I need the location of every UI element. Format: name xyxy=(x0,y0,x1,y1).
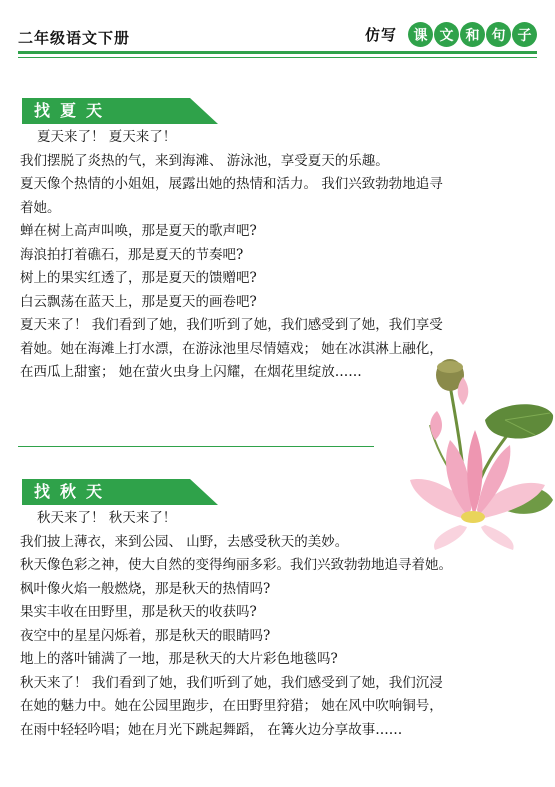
paragraph-line: 着她。她在海滩上打水漂，在游泳池里尽情嬉戏； 她在冰淇淋上融化， xyxy=(20,340,443,357)
page-header-title: 二年级语文下册 xyxy=(18,29,131,47)
paragraph-line: 枫叶像火焰一般燃烧，那是秋天的热情吗? xyxy=(20,580,271,597)
paragraph-line: 着她。 xyxy=(20,199,61,216)
paragraph-line: 白云飘荡在蓝天上，那是夏天的画卷吧? xyxy=(20,293,257,310)
paragraph-line: 夏天来了！ 我们看到了她，我们听到了她，我们感受到了她，我们享受 xyxy=(20,317,443,333)
lotus-flower-illustration xyxy=(405,345,555,555)
paragraph-line: 树上的果实红透了，那是夏天的馈赠吧? xyxy=(20,270,257,286)
paragraph-line: 夜空中的星星闪烁着，那是秋天的眼睛吗? xyxy=(20,627,271,644)
tag-char: 文 xyxy=(434,22,459,47)
header-rule-thick xyxy=(18,51,537,54)
section-divider xyxy=(18,446,374,447)
paragraph-line: 地上的落叶铺满了一地，那是秋天的大片彩色地毯吗? xyxy=(20,651,338,667)
header-label: 仿写 xyxy=(364,26,397,44)
section-banner-autumn xyxy=(22,479,218,505)
paragraph-line: 秋天像色彩之神，使大自然的变得绚丽多彩。我们兴致勃勃地追寻着她。 xyxy=(20,557,452,573)
paragraph-line: 夏天像个热情的小姐姐，展露出她的热情和活力。 我们兴致勃勃地追寻 xyxy=(20,176,443,192)
paragraph-line: 在她的魅力中。她在公园里跑步，在田野里狩猎； 她在风中吹响铜号， xyxy=(20,698,443,714)
section-heading: 找秋天 xyxy=(34,482,113,501)
paragraph-line: 蝉在树上高声叫唤，那是夏天的歌声吧? xyxy=(20,223,257,239)
paragraph-line: 果实丰收在田野里，那是秋天的收获吗? xyxy=(20,604,257,620)
tag-char: 子 xyxy=(512,22,537,47)
tag-char: 句 xyxy=(486,22,511,47)
section-banner-summer xyxy=(22,98,218,124)
paragraph-line: 在西瓜上甜蜜； 她在萤火虫身上闪耀，在烟花里绽放…… xyxy=(20,364,362,380)
paragraph-line: 秋天来了！ 我们看到了她，我们听到了她，我们感受到了她，我们沉浸 xyxy=(20,674,443,691)
tag-char: 课 xyxy=(408,22,433,47)
header-tag-group xyxy=(365,22,537,47)
header-rule-thin xyxy=(18,57,537,58)
section-heading: 找夏天 xyxy=(34,101,113,120)
paragraph-line: 夏天来了！ 夏天来了！ xyxy=(37,129,177,145)
paragraph-line: 秋天来了！ 秋天来了！ xyxy=(37,510,177,526)
tag-char: 和 xyxy=(460,22,485,47)
header-tag-badges xyxy=(407,22,537,47)
paragraph-line: 海浪拍打着礁石，那是夏天的节奏吧? xyxy=(20,246,244,263)
paragraph-line: 在雨中轻轻吟唱；她在月光下跳起舞蹈， 在篝火边分享故事…… xyxy=(20,721,403,738)
paragraph-line: 我们摆脱了炎热的气，来到海滩、 游泳池，享受夏天的乐趣。 xyxy=(20,152,389,169)
paragraph-line: 我们披上薄衣，来到公园、 山野，去感受秋天的美妙。 xyxy=(20,533,349,550)
